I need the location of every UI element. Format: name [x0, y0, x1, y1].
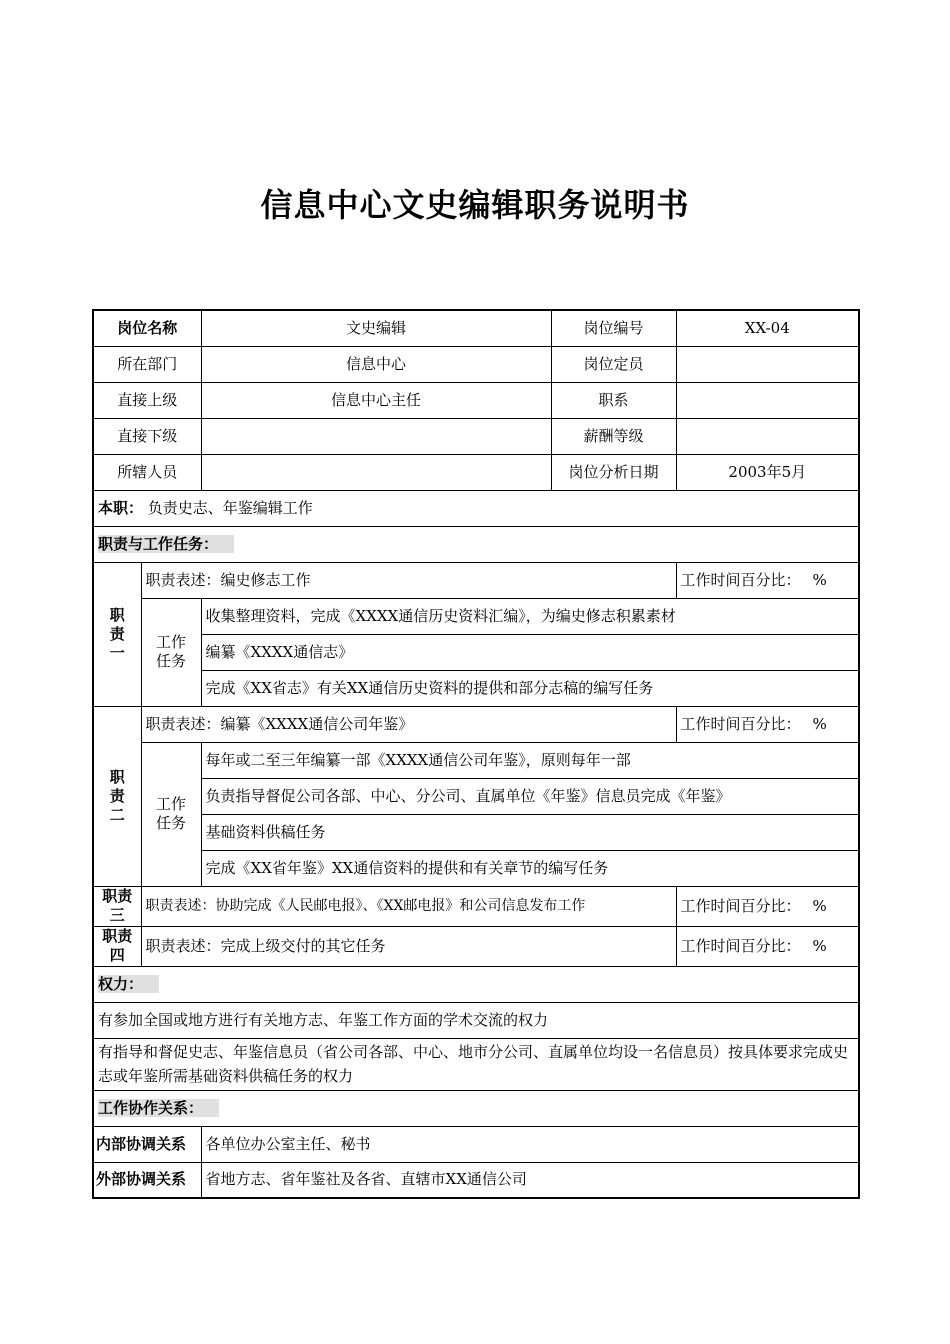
duty-1-task-2: 编纂《XXXX通信志》	[201, 634, 859, 670]
authority-item-2: 有指导和督促史志、年鉴信息员（省公司各部、中心、地市分公司、直属单位均设一名信息员）按具体要求完成史志或年鉴所需基础资料供稿任务的权力	[93, 1038, 859, 1090]
task-row	[93, 670, 859, 706]
duty-desc-row	[93, 562, 859, 598]
info-row	[93, 346, 859, 382]
task-label: 工作 任务	[141, 598, 201, 706]
info-label: 所在部门	[93, 346, 201, 382]
duty-2-task-3: 基础资料供稿任务	[201, 814, 859, 850]
internal-coop-row	[93, 1126, 859, 1162]
info-value: 信息中心主任	[201, 382, 551, 418]
task-row	[93, 778, 859, 814]
duty-2-pct: 工作时间百分比： %	[676, 706, 859, 742]
authority-header-cell	[93, 966, 859, 1002]
info-label: 岗位分析日期	[551, 454, 676, 490]
info-label: 岗位定员	[551, 346, 676, 382]
info-value	[201, 418, 551, 454]
duty-1-label: 职 责 一	[93, 562, 141, 706]
main-duty-cell	[93, 490, 859, 526]
duty-2-label: 职 责 二	[93, 706, 141, 886]
duty-desc-row	[93, 886, 859, 926]
duty-2-task-1: 每年或二至三年编纂一部《XXXX通信公司年鉴》，原则每年一部	[201, 742, 859, 778]
main-duty-row	[93, 490, 859, 526]
info-row	[93, 418, 859, 454]
duty-1-pct: 工作时间百分比： %	[676, 562, 859, 598]
authority-row	[93, 1002, 859, 1038]
task-row	[93, 634, 859, 670]
duty-2-task-2: 负责指导督促公司各部、中心、分公司、直属单位《年鉴》信息员完成《年鉴》	[201, 778, 859, 814]
task-row	[93, 814, 859, 850]
main-duty-label: 本职：	[98, 498, 144, 517]
external-coop-label: 外部协调关系	[93, 1162, 201, 1198]
duty-3-desc: 职责表述：协助完成《人民邮电报》、《XX邮电报》和公司信息发布工作	[141, 886, 676, 926]
info-row	[93, 382, 859, 418]
duty-1-task-1: 收集整理资料，完成《XXXX通信历史资料汇编》，为编史修志积累素材	[201, 598, 859, 634]
external-coop-row	[93, 1162, 859, 1198]
task-row	[93, 742, 859, 778]
main-duty-text: 负责史志、年鉴编辑工作	[147, 498, 313, 517]
authority-row	[93, 1038, 859, 1090]
duty-desc-row	[93, 926, 859, 966]
info-label: 薪酬等级	[551, 418, 676, 454]
info-label: 职系	[551, 382, 676, 418]
duties-header: 职责与工作任务：	[98, 535, 234, 553]
info-row	[93, 454, 859, 490]
task-row	[93, 850, 859, 886]
cooperation-header: 工作协作关系：	[98, 1099, 219, 1117]
duty-4-pct: 工作时间百分比： %	[676, 926, 859, 966]
info-label: 岗位编号	[551, 310, 676, 346]
authority-item-1: 有参加全国或地方进行有关地方志、年鉴工作方面的学术交流的权力	[93, 1002, 859, 1038]
info-label: 直接下级	[93, 418, 201, 454]
job-description-table	[92, 309, 860, 1199]
document-title: 信息中心文史编辑职务说明书	[260, 186, 690, 224]
duty-3-label: 职责 三	[93, 886, 141, 926]
external-coop-value: 省地方志、省年鉴社及各省、直辖市XX通信公司	[201, 1162, 859, 1198]
duty-3-pct: 工作时间百分比： %	[676, 886, 859, 926]
info-value: 文史编辑	[201, 310, 551, 346]
duty-4-label: 职责 四	[93, 926, 141, 966]
authority-header: 权力：	[98, 975, 159, 993]
duty-desc-row	[93, 706, 859, 742]
internal-coop-label: 内部协调关系	[93, 1126, 201, 1162]
info-label: 岗位名称	[93, 310, 201, 346]
duties-header-cell	[93, 526, 859, 562]
internal-coop-value: 各单位办公室主任、秘书	[201, 1126, 859, 1162]
duty-2-desc: 职责表述：编纂《XXXX通信公司年鉴》	[141, 706, 676, 742]
info-label: 直接上级	[93, 382, 201, 418]
authority-header-row	[93, 966, 859, 1002]
info-value	[201, 454, 551, 490]
info-value: 信息中心	[201, 346, 551, 382]
info-row	[93, 310, 859, 346]
task-label: 工作 任务	[141, 742, 201, 886]
info-value	[676, 382, 859, 418]
info-value	[676, 418, 859, 454]
duty-2-task-4: 完成《XX省年鉴》XX通信资料的提供和有关章节的编写任务	[201, 850, 859, 886]
task-row	[93, 598, 859, 634]
duty-1-desc: 职责表述：编史修志工作	[141, 562, 676, 598]
info-label: 所辖人员	[93, 454, 201, 490]
cooperation-header-row	[93, 1090, 859, 1126]
cooperation-header-cell	[93, 1090, 859, 1126]
duty-4-desc: 职责表述：完成上级交付的其它任务	[141, 926, 676, 966]
info-value: XX-04	[676, 310, 859, 346]
duties-header-row	[93, 526, 859, 562]
info-value: 2003年5月	[676, 454, 859, 490]
info-value	[676, 346, 859, 382]
duty-1-task-3: 完成《XX省志》有关XX通信历史资料的提供和部分志稿的编写任务	[201, 670, 859, 706]
